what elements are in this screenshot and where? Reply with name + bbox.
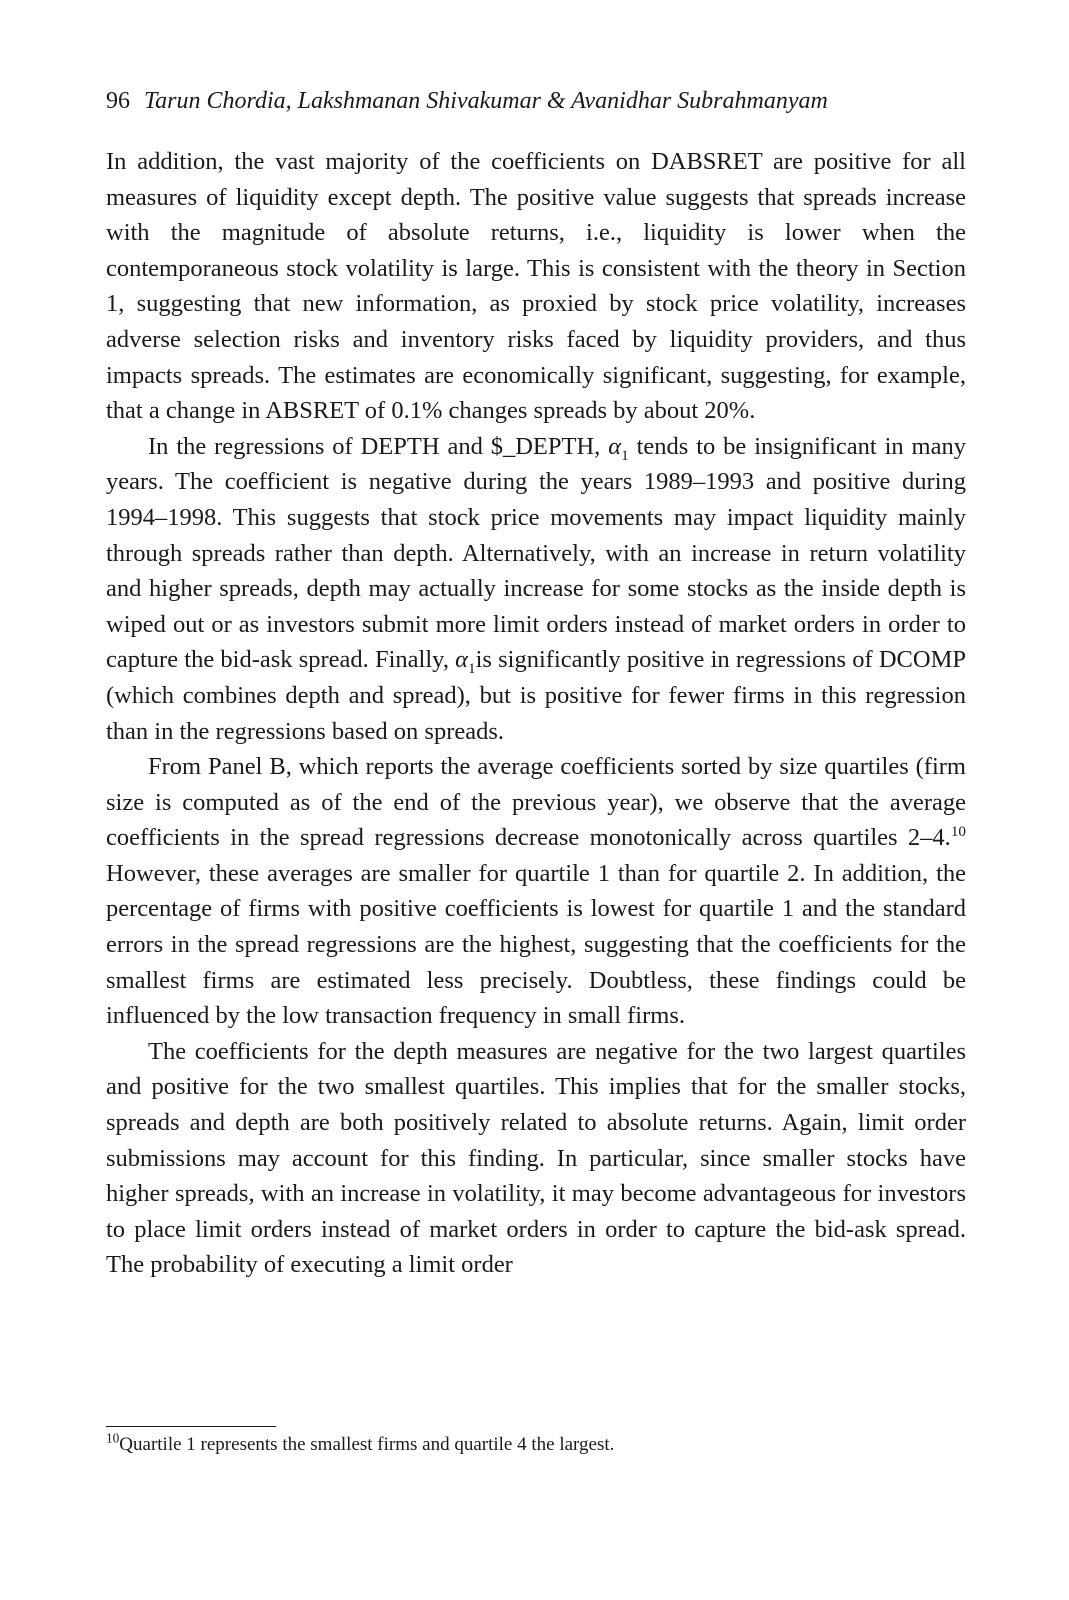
paragraph-3-text-b: However, these averages are smaller for quartile 1 than for quartile 2. In addition, the percentage of firms with positive coefficients is lowest for quartile 1 and the standard errors in the spread regressions are the highest, suggesting that the coefficients for the smallest firms are estimated less precisely. Doubtless, these findings could be influenced by the low transaction frequency in small firms. xyxy=(106,859,966,1030)
paragraph-2-text-b: tends to be insignificant in many years. The coefficient is negative during the years 1989–1993 and positive during 1994–1998. This suggests that stock price movements may impact liquidity mainly through spreads rather than depth. Alternatively, with an increase in return volatility and higher spreads, depth may actually increase for some stocks as the inside depth is wiped out or as investors submit more limit orders instead of market orders in order to capture the bid-ask spread. Finally, xyxy=(106,432,966,674)
alpha-symbol: α xyxy=(608,432,622,460)
page-number: 96 xyxy=(106,88,130,114)
alpha-subscript-2: 1 xyxy=(468,660,476,678)
footnote-marker: 10 xyxy=(106,1430,120,1446)
body-text xyxy=(106,144,966,1283)
footnote-text: Quartile 1 represents the smallest firms and quartile 4 the largest. xyxy=(119,1434,615,1455)
paragraph-2-text-c: is significantly positive in regressions of DCOMP (which combines depth and spread), but is positive for fewer firms in this regression than in the regressions based on spreads. xyxy=(106,646,966,745)
footnote-reference[interactable]: 10 xyxy=(950,823,966,841)
paragraph-2-text-a: In the regressions of DEPTH and $_DEPTH, xyxy=(148,432,609,460)
paragraph-3 xyxy=(106,749,966,1034)
alpha-symbol-2: α xyxy=(455,646,469,674)
paragraph-2 xyxy=(106,429,966,749)
running-head xyxy=(106,86,828,116)
running-head-authors: Tarun Chordia, Lakshmanan Shivakumar & Avanidhar Subrahmanyam xyxy=(144,88,828,114)
footnote xyxy=(106,1432,614,1458)
alpha-subscript: 1 xyxy=(621,446,629,464)
paragraph-1: In addition, the vast majority of the coefficients on DABSRET are positive for all measures of liquidity except depth. The positive value suggests that spreads increase with the magnitude of absolute returns, i.e., liquidity is lower when the contemporaneous stock volatility is large. This is consistent with the theory in Section 1, suggesting that new information, as proxied by stock price volatility, increases adverse selection risks and inventory risks faced by liquidity providers, and thus impacts spreads. The estimates are economically significant, suggesting, for example, that a change in ABSRET of 0.1% changes spreads by about 20%. xyxy=(106,148,966,425)
paragraph-3-text-a: From Panel B, which reports the average coefficients sorted by size quartiles (firm size is computed as of the end of the previous year), we observe that the average coefficients in the spread regressions decrease monotonically across quartiles 2–4. xyxy=(106,753,966,852)
paragraph-4: The coefficients for the depth measures are negative for the two largest quartiles and positive for the two smallest quartiles. This implies that for the smaller stocks, spreads and depth are both positively related to absolute returns. Again, limit order submissions may account for this finding. In particular, since smaller stocks have higher spreads, with an increase in volatility, it may become advantageous for investors to place limit orders instead of market orders in order to capture the bid-ask spread. The probability of executing a limit order xyxy=(106,1037,966,1279)
footnote-divider xyxy=(106,1426,276,1427)
